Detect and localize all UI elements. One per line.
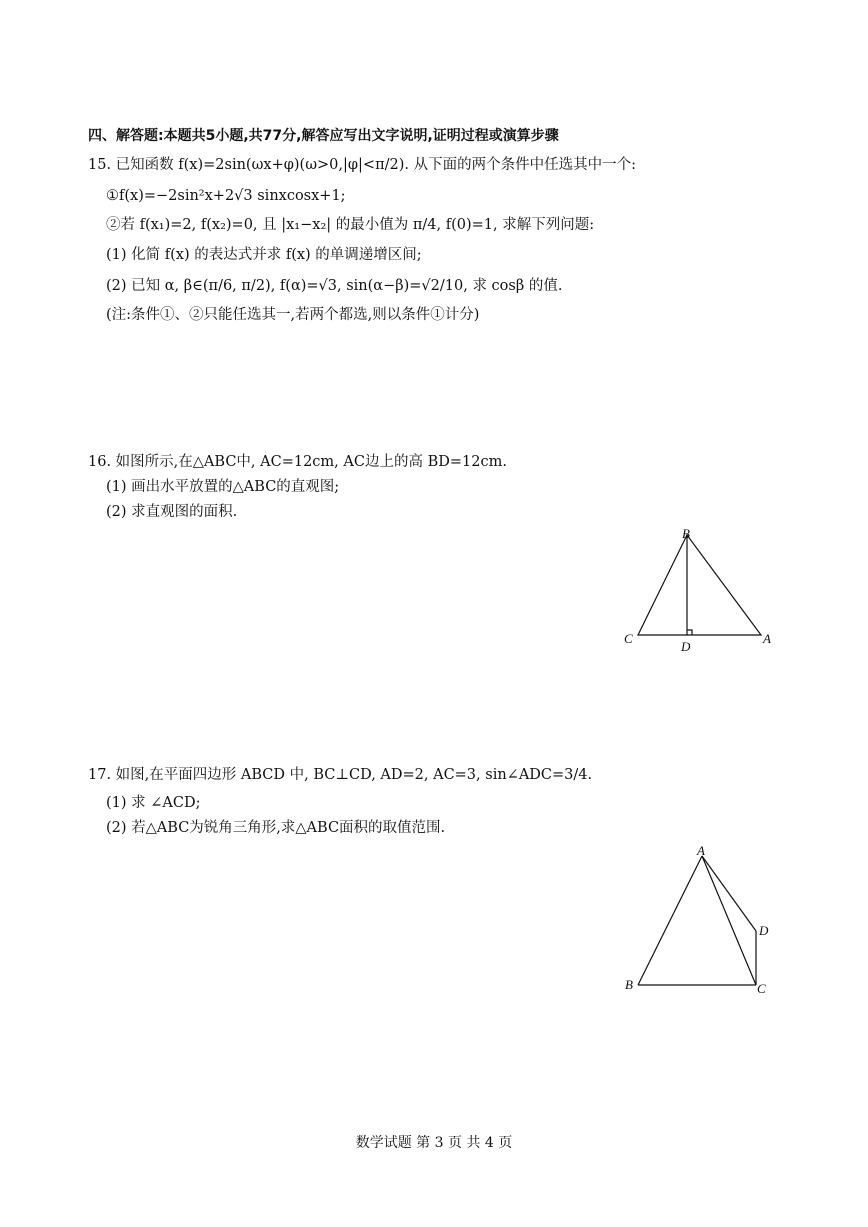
problem-16-stem: 16. 如图所示,在△ABC中, AC=12cm, AC边上的高 BD=12cm.: [88, 454, 507, 470]
problem-15-note: (注:条件①、②只能任选其一,若两个都选,则以条件①计分): [106, 307, 480, 323]
problem-17-part-1: (1) 求 ∠ACD;: [106, 795, 201, 811]
problem-15-part-1: (1) 化简 f(x) 的表达式并求 f(x) 的单调递增区间;: [106, 247, 422, 263]
side-ab: [638, 856, 702, 985]
problem-15-condition-2: ②若 f(x₁)=2, f(x₂)=0, 且 |x₁−x₂| 的最小值为 π/4, f(0)=1, 求解下列问题:: [106, 217, 595, 233]
label-b: B: [682, 526, 690, 541]
label-d: D: [759, 923, 769, 938]
triangle-abc-outline: [638, 535, 761, 635]
problem-17-part-2: (2) 若△ABC为锐角三角形,求△ABC面积的取值范围.: [106, 820, 446, 836]
problem-17-stem: 17. 如图,在平面四边形 ABCD 中, BC⊥CD, AD=2, AC=3, sin∠ADC=3/4.: [88, 767, 593, 783]
problem-16-part-2: (2) 求直观图的面积.: [106, 504, 238, 520]
problem-15-stem: 15. 已知函数 f(x)=2sin(ωx+φ)(ω>0,|φ|<π/2). 从下面的两个条件中任选其中一个:: [88, 157, 636, 173]
label-a: A: [697, 843, 705, 858]
problem-15-condition-1: ①f(x)=−2sin²x+2√3 sinxcosx+1;: [106, 188, 346, 204]
label-a: A: [763, 631, 771, 646]
right-angle-mark: [687, 630, 692, 635]
label-b: B: [625, 977, 633, 992]
quadrilateral-abcd-figure: [618, 840, 788, 1000]
triangle-abc-figure: [618, 520, 788, 660]
label-c: C: [624, 631, 633, 646]
label-d: D: [681, 639, 691, 654]
label-c: C: [757, 981, 766, 996]
problem-16-part-1: (1) 画出水平放置的△ABC的直观图;: [106, 479, 340, 495]
problem-15-part-2: (2) 已知 α, β∈(π/6, π/2), f(α)=√3, sin(α−β)=√2/10, 求 cosβ 的值.: [106, 278, 563, 294]
page-footer: 数学试题 第 3 页 共 4 页: [355, 1135, 513, 1151]
section-heading: 四、解答题:本题共5小题,共77分,解答应写出文字说明,证明过程或演算步骤: [88, 128, 559, 144]
